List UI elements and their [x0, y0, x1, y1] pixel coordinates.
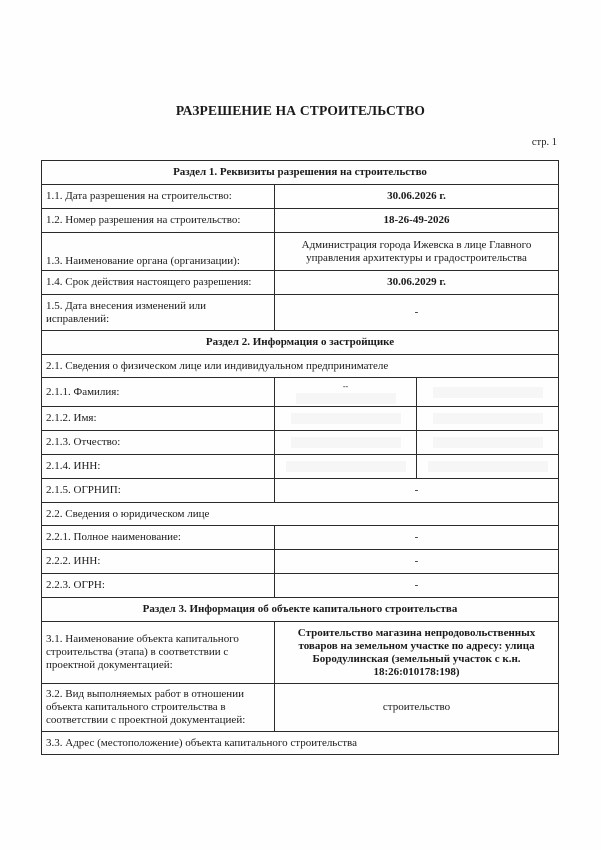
permit-number-value: 18-26-49-2026	[275, 209, 559, 233]
name-value-2	[417, 407, 559, 431]
table-row	[42, 431, 559, 455]
table-row	[42, 574, 559, 598]
table-row	[42, 233, 559, 271]
table-row	[42, 378, 559, 407]
surname-value-2	[417, 378, 559, 407]
surname-text: --	[342, 382, 349, 391]
section-3-header: Раздел 3. Информация об объекте капитального строительства	[42, 598, 559, 622]
object-name-value: Строительство магазина непродовольственных товаров на земельном участке по адресу: улица Бородулинская (земельный участок с к.н. 18:26:010178:198)	[275, 622, 559, 684]
legal-inn-value: -	[275, 550, 559, 574]
redacted-block	[428, 461, 548, 472]
legal-name-value: -	[275, 526, 559, 550]
table-row	[42, 479, 559, 503]
field-label: 1.1. Дата разрешения на строительство:	[42, 185, 275, 209]
name-value	[275, 407, 417, 431]
table-row	[42, 503, 559, 526]
surname-value	[275, 378, 417, 407]
patronymic-value-2	[417, 431, 559, 455]
field-label: 2.1.1. Фамилия:	[42, 378, 275, 407]
ogrnip-value: -	[275, 479, 559, 503]
table-row	[42, 185, 559, 209]
table-row	[42, 407, 559, 431]
table-row	[42, 355, 559, 378]
table-row	[42, 295, 559, 331]
redacted-block	[433, 437, 543, 448]
section-1-header: Раздел 1. Реквизиты разрешения на строительство	[42, 161, 559, 185]
section-2-header-row	[42, 331, 559, 355]
table-row	[42, 271, 559, 295]
field-label: 1.5. Дата внесения изменений или исправлений:	[42, 295, 275, 331]
patronymic-value	[275, 431, 417, 455]
field-label: 3.1. Наименование объекта капитального строительства (этапа) в соответствии с проектной документацией:	[42, 622, 275, 684]
table-row	[42, 550, 559, 574]
field-label: 2.1.2. Имя:	[42, 407, 275, 431]
table-row	[42, 732, 559, 755]
object-address-label: 3.3. Адрес (местоположение) объекта капитального строительства	[42, 732, 559, 755]
field-label: 2.1.5. ОГРНИП:	[42, 479, 275, 503]
table-row	[42, 209, 559, 233]
redacted-block	[296, 393, 396, 404]
field-label: 3.2. Вид выполняемых работ в отношении объекта капитального строительства в соответствии с проектной документацией:	[42, 684, 275, 732]
redacted-block	[291, 437, 401, 448]
document-title: РАЗРЕШЕНИЕ НА СТРОИТЕЛЬСТВО	[175, 103, 426, 118]
inn-value-2	[417, 455, 559, 479]
section-3-header-row	[42, 598, 559, 622]
table-row	[42, 455, 559, 479]
redacted-block	[433, 387, 543, 398]
field-label: 2.1.4. ИНН:	[42, 455, 275, 479]
field-label: 2.2.1. Полное наименование:	[42, 526, 275, 550]
permit-date-value: 30.06.2026 г.	[275, 185, 559, 209]
field-label: 1.4. Срок действия настоящего разрешения:	[42, 271, 275, 295]
field-label: 2.2.2. ИНН:	[42, 550, 275, 574]
table-row	[42, 526, 559, 550]
table-row	[42, 622, 559, 684]
redacted-block	[433, 413, 543, 424]
subsection-title: 2.2. Сведения о юридическом лице	[42, 503, 559, 526]
subsection-title: 2.1. Сведения о физическом лице или индивидуальном предпринимателе	[42, 355, 559, 378]
page-number: стр. 1	[531, 137, 557, 148]
table-row	[42, 684, 559, 732]
issuing-authority-value: Администрация города Ижевска в лице Главного управления архитектуры и градостроительства	[275, 233, 559, 271]
redacted-block	[286, 461, 406, 472]
validity-period-value: 30.06.2029 г.	[275, 271, 559, 295]
inn-value	[275, 455, 417, 479]
amendment-date-value: -	[275, 295, 559, 331]
field-label: 1.3. Наименование органа (организации):	[42, 233, 275, 271]
section-1-header-row	[42, 161, 559, 185]
field-label: 1.2. Номер разрешения на строительство:	[42, 209, 275, 233]
legal-ogrn-value: -	[275, 574, 559, 598]
permit-table	[41, 160, 559, 755]
section-2-header: Раздел 2. Информация о застройщике	[42, 331, 559, 355]
field-label: 2.1.3. Отчество:	[42, 431, 275, 455]
field-label: 2.2.3. ОГРН:	[42, 574, 275, 598]
redacted-block	[291, 413, 401, 424]
work-type-value: строительство	[275, 684, 559, 732]
